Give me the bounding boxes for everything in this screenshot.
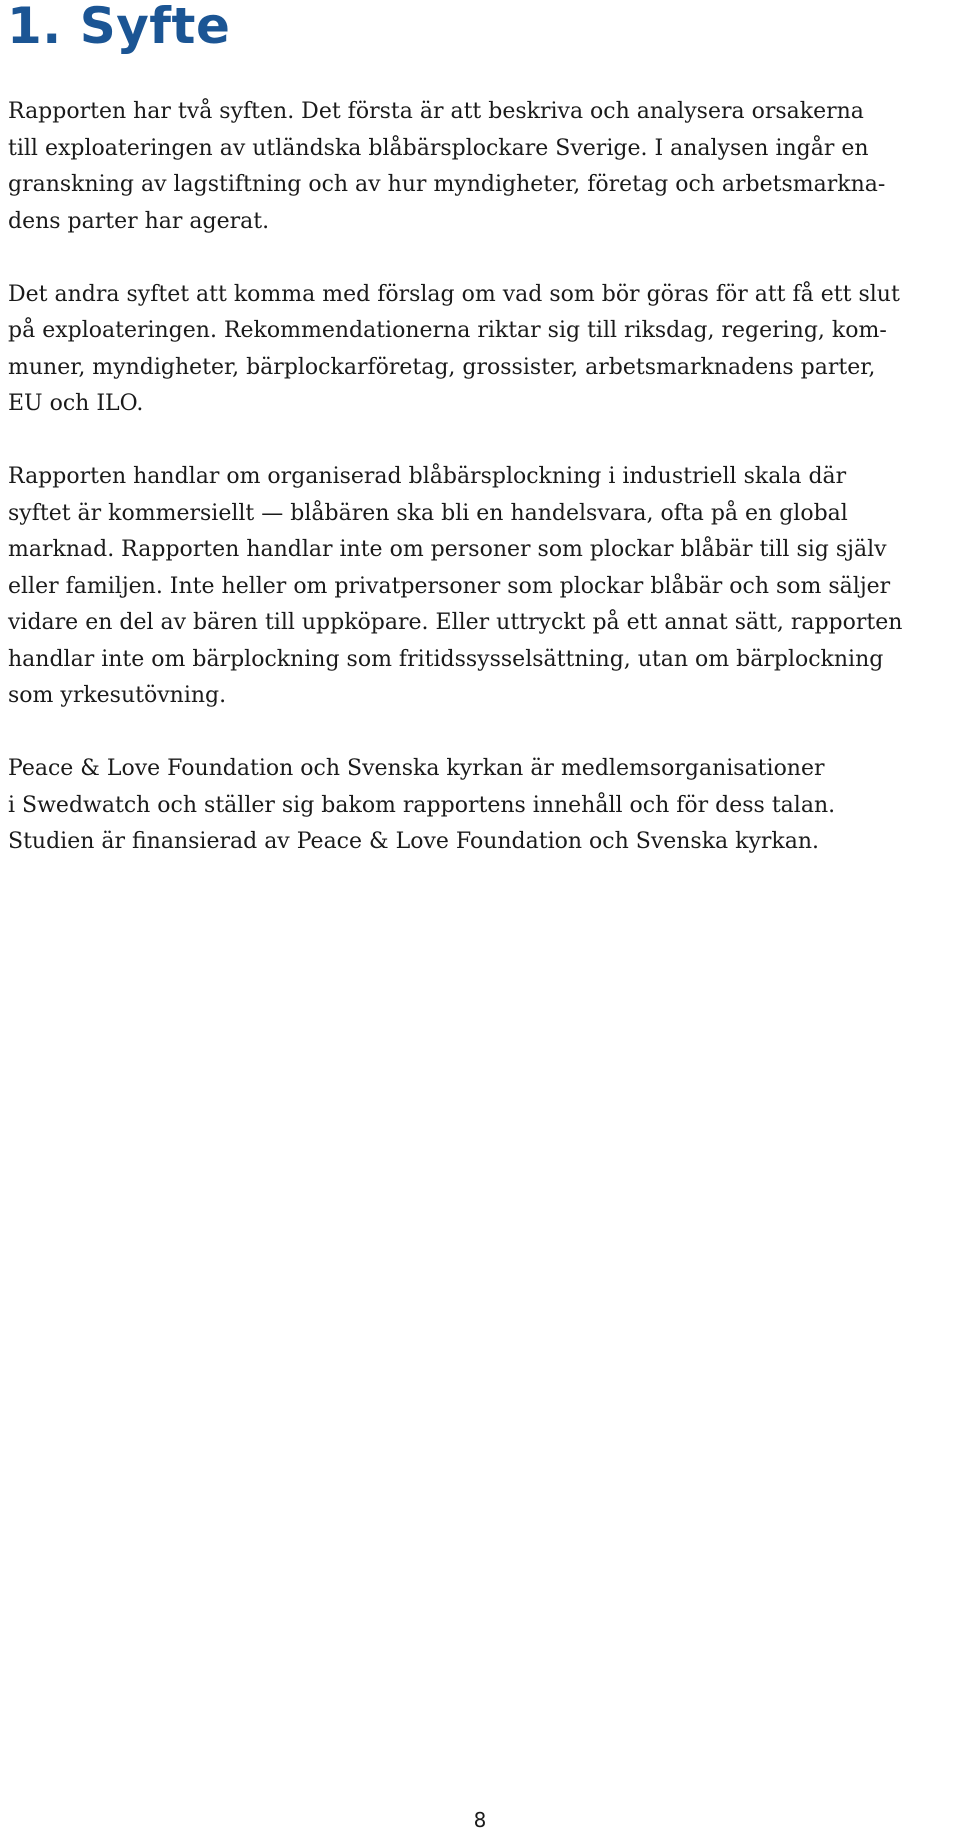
text-line: Det andra syftet att komma med förslag om vad som bör göras för att få ett slut [8, 281, 900, 307]
paragraph-purposes [8, 94, 960, 240]
text-line: till exploateringen av utländska blåbärsplockare Sverige. I analysen ingår en [8, 135, 869, 161]
text-line: syftet är kommersiellt — blåbären ska bli en handelsvara, ofta på en global [8, 500, 848, 526]
text-line: vidare en del av bären till uppköpare. Eller uttryckt på ett annat sätt, rapporten [8, 610, 903, 635]
page-number: 8 [473, 1808, 487, 1832]
text-line: som yrkesutövning. [8, 683, 227, 708]
paragraph-recommendations [8, 277, 960, 423]
text-line: i Swedwatch och ställer sig bakom rapportens innehåll och för dess talan. [8, 792, 836, 818]
text-line: Rapporten handlar om organiserad blåbärsplockning i industriell skala där [8, 464, 847, 489]
text-line: Peace & Love Foundation och Svenska kyrkan är medlemsorganisationer [8, 756, 825, 781]
body-text [8, 94, 960, 897]
text-line: Rapporten har två syften. Det första är att beskriva och analysera orsakerna [8, 99, 864, 124]
section-heading: 1. Syfte [7, 0, 231, 55]
text-line: dens parter har agerat. [8, 208, 270, 234]
paragraph-scope [8, 459, 960, 715]
text-line: eller familjen. Inte heller om privatpersoner som plockar blåbär och som säljer [8, 573, 891, 599]
text-line: Studien är finansierad av Peace & Love Foundation och Svenska kyrkan. [8, 829, 820, 854]
text-line: muner, myndigheter, bärplockarföretag, grossister, arbetsmarknadens parter, [8, 354, 876, 380]
text-line: marknad. Rapporten handlar inte om personer som plockar blåbär till sig själv [8, 537, 887, 562]
text-line: handlar inte om bärplockning som fritidssysselsättning, utan om bärplockning [8, 646, 884, 672]
text-line: EU och ILO. [8, 391, 144, 416]
text-line: granskning av lagstiftning och av hur myndigheter, företag och arbetsmarkna- [8, 172, 886, 197]
paragraph-funding [8, 751, 960, 861]
text-line: på exploateringen. Rekommendationerna riktar sig till riksdag, regering, kom- [8, 318, 887, 343]
